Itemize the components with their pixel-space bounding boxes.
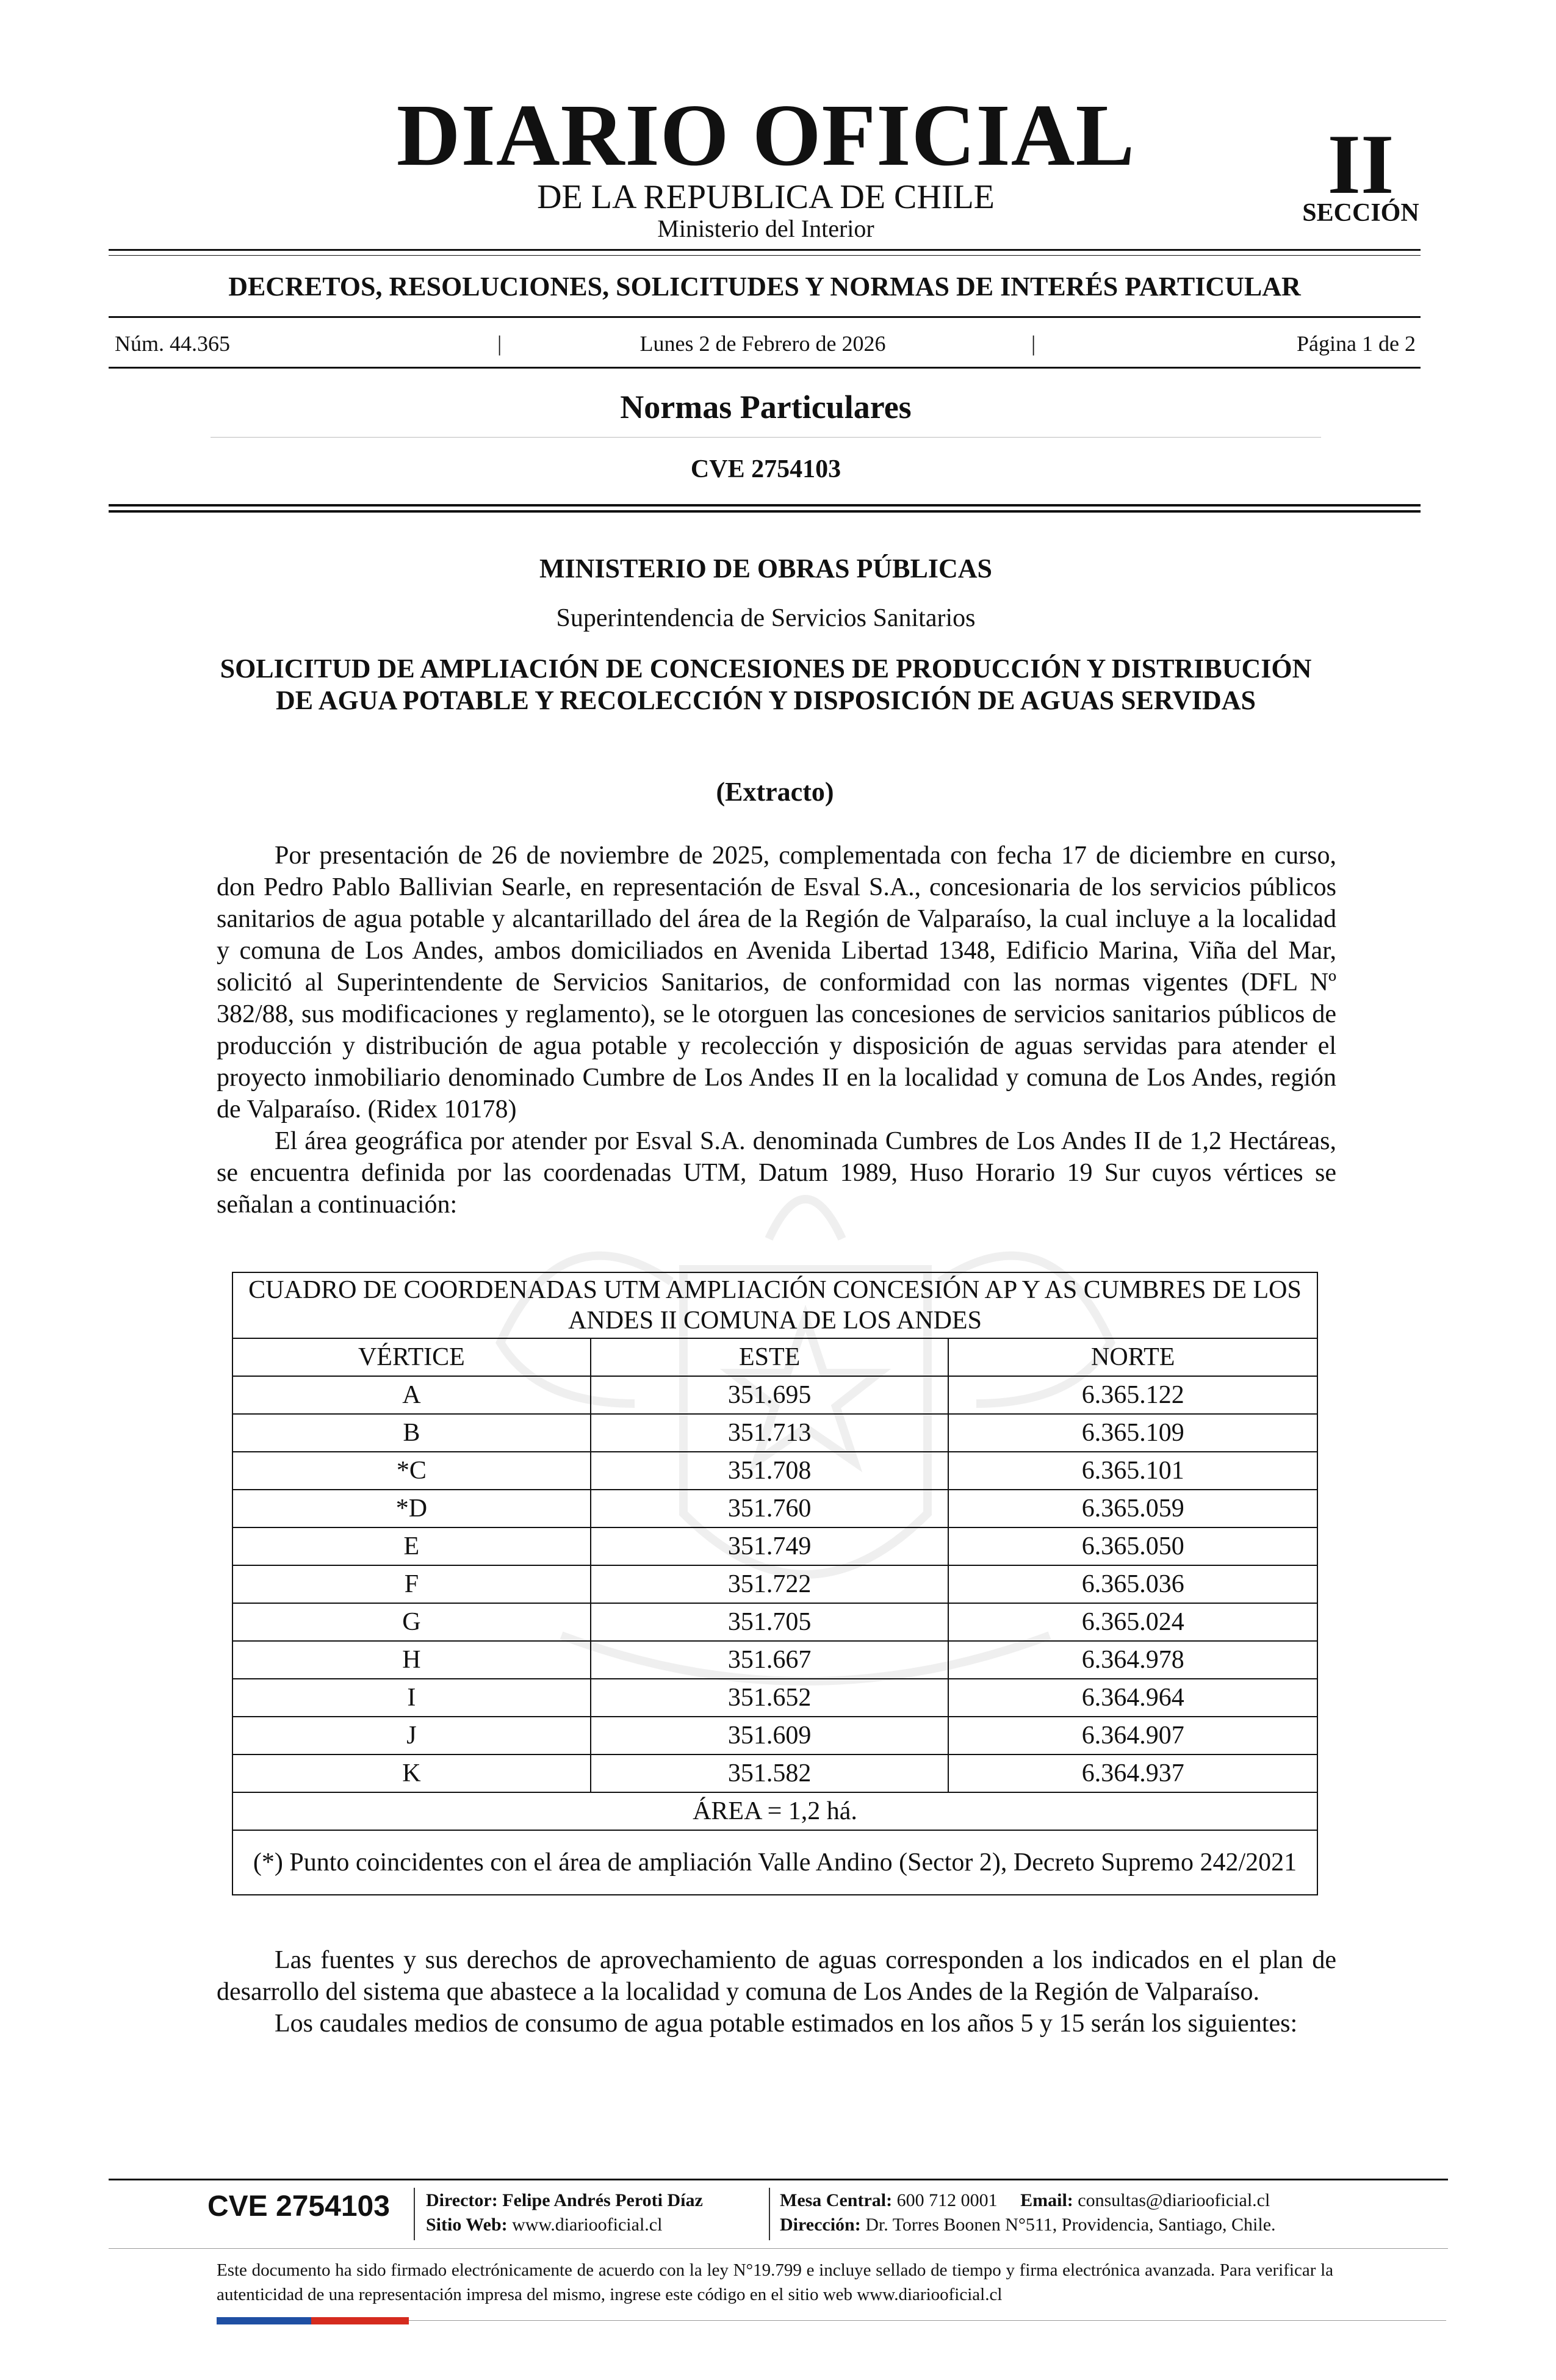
cell-norte: 6.364.907 (948, 1717, 1317, 1754)
footer-contact-block (780, 2188, 1390, 2237)
header-rule-bottom-1 (109, 504, 1421, 507)
masthead-rule-top (109, 249, 1421, 251)
cell-norte: 6.365.059 (948, 1490, 1317, 1527)
cell-norte: 6.365.024 (948, 1603, 1317, 1641)
phone-value: 600 712 0001 (896, 2190, 998, 2210)
article-paragraph: Por presentación de 26 de noviembre de 2025, complementada con fecha 17 de diciembre en curso, don Pedro Pablo Ballivian Searle, en representación de Esval S.A., concesionaria de los servicios públicos sanitarios de agua potable y alcantarillado del área de la Región de Valparaíso, la cual incluye a la localidad y comuna de Los Andes, ambos domiciliados en Avenida Libertad 1348, Edificio Marina, Viña del Mar, solicitó al Superintendente de Servicios Sanitarios, de conformidad con las normas vigentes (DFL Nº 382/88, sus modificaciones y reglamento), se le otorguen las concesiones de servicios sanitarios públicos de producción y distribución de agua potable y recolección y disposición de aguas servidas para atender el proyecto inmobiliario denominado Cumbre de Los Andes II en la localidad y comuna de Los Andes, región de Valparaíso. (Ridex 10178) (217, 842, 1336, 1123)
cell-este: 351.705 (591, 1603, 949, 1641)
masthead-title: DIARIO OFICIAL (396, 87, 1136, 184)
footer-rule-mid (109, 2248, 1448, 2249)
article-paragraph: Los caudales medios de consumo de agua potable estimados en los años 5 y 15 serán los siguientes: (275, 2010, 1298, 2038)
address-value: Dr. Torres Boonen N°511, Providencia, Santiago, Chile. (865, 2215, 1276, 2235)
footer-phone-line (780, 2188, 1390, 2213)
article-paragraph: El área geográfica por atender por Esval S.A. denominada Cumbres de Los Andes II de 1,2 Hectáreas, se encuentra definida por las coordenadas UTM, Datum 1989, Huso Horario 19 Sur cuyos vértices se señalan a continuación: (217, 1127, 1336, 1219)
director-name: Felipe Andrés Peroti Díaz (502, 2190, 703, 2210)
table-header-row (232, 1338, 1317, 1376)
cell-este: 351.749 (591, 1527, 949, 1565)
col-header-norte: NORTE (948, 1338, 1317, 1376)
issue-rule-bottom (109, 367, 1421, 369)
table-row (232, 1679, 1317, 1717)
cell-este: 351.695 (591, 1376, 949, 1414)
section-title: DECRETOS, RESOLUCIONES, SOLICITUDES Y NORMAS DE INTERÉS PARTICULAR (228, 272, 1301, 301)
email-link[interactable]: consultas@diariooficial.cl (1078, 2190, 1270, 2210)
cell-norte: 6.365.101 (948, 1452, 1317, 1490)
extract-label: (Extracto) (716, 777, 834, 807)
cell-este: 351.582 (591, 1754, 949, 1792)
table-note: (*) Punto coincidentes con el área de ampliación Valle Andino (Sector 2), Decreto Supremo 242/2021 (232, 1830, 1317, 1895)
cell-vertex: A (232, 1376, 591, 1414)
category-title: Normas Particulares (620, 389, 912, 425)
table-row (232, 1490, 1317, 1527)
table-row (232, 1717, 1317, 1754)
cell-vertex: G (232, 1603, 591, 1641)
cell-norte: 6.364.937 (948, 1754, 1317, 1792)
table-row (232, 1565, 1317, 1603)
flag-stripe-blue (217, 2317, 311, 2324)
issue-page: Página 1 de 2 (1297, 331, 1416, 356)
issue-separator-right: | (1031, 331, 1036, 356)
header-rule-bottom-2 (109, 510, 1421, 513)
article-body-top (217, 840, 1336, 1221)
col-header-vertex: VÉRTICE (232, 1338, 591, 1376)
cell-vertex: *D (232, 1490, 591, 1527)
table-row (232, 1527, 1317, 1565)
footer-divider-right (769, 2188, 770, 2240)
masthead-subtitle: DE LA REPUBLICA DE CHILE (537, 178, 995, 216)
footer-cve: CVE 2754103 (207, 2190, 390, 2223)
footer-rule-top (109, 2179, 1448, 2180)
cell-norte: 6.364.978 (948, 1641, 1317, 1679)
cve-heading: CVE 2754103 (690, 455, 841, 483)
phone-label: Mesa Central: (780, 2190, 893, 2210)
table-row (232, 1414, 1317, 1452)
footer-disclaimer: Este documento ha sido firmado electrónicamente de acuerdo con la ley N°19.799 e incluye sellado de tiempo y firma electrónica avanzada. Para verificar la autenticidad de una representación impresa del mismo, ingrese este código en el sitio web www.diariooficial.cl (217, 2260, 1333, 2304)
table-area: ÁREA = 1,2 há. (232, 1792, 1317, 1830)
cell-vertex: K (232, 1754, 591, 1792)
cell-este: 351.667 (591, 1641, 949, 1679)
table-row (232, 1641, 1317, 1679)
cell-vertex: J (232, 1717, 591, 1754)
cell-norte: 6.364.964 (948, 1679, 1317, 1717)
flag-stripe-red (311, 2317, 409, 2324)
footer-site-line (426, 2213, 774, 2237)
footer-divider-left (414, 2188, 415, 2240)
issue-rule-top (109, 316, 1421, 318)
cell-vertex: E (232, 1527, 591, 1565)
article-body-bottom (217, 1944, 1336, 2039)
site-link[interactable]: www.diariooficial.cl (512, 2215, 663, 2235)
masthead-rule-top-thin (109, 255, 1421, 256)
cell-este: 351.609 (591, 1717, 949, 1754)
cell-vertex: I (232, 1679, 591, 1717)
cell-vertex: *C (232, 1452, 591, 1490)
table-row (232, 1452, 1317, 1490)
coordinates-table (232, 1272, 1318, 1895)
address-label: Dirección: (780, 2215, 861, 2235)
director-label: Director: (426, 2190, 498, 2210)
footer-rule-bottom (409, 2320, 1446, 2321)
site-label: Sitio Web: (426, 2215, 508, 2235)
section-number: II (1327, 117, 1394, 212)
cell-vertex: H (232, 1641, 591, 1679)
footer-address-line (780, 2213, 1390, 2237)
cell-este: 351.652 (591, 1679, 949, 1717)
email-label: Email: (1020, 2190, 1073, 2210)
article-agency: Superintendencia de Servicios Sanitarios (556, 604, 976, 632)
article-paragraph: Las fuentes y sus derechos de aprovechamiento de aguas corresponden a los indicados en el plan de desarrollo del sistema que abastece a la localidad y comuna de Los Andes de la Región de Valparaíso. (217, 1946, 1336, 2006)
footer-director-line (426, 2188, 774, 2213)
table-title: CUADRO DE COORDENADAS UTM AMPLIACIÓN CONCESIÓN AP Y AS CUMBRES DE LOS ANDES II COMUNA DE LOS ANDES (232, 1272, 1317, 1338)
cell-este: 351.713 (591, 1414, 949, 1452)
section-label: SECCIÓN (1302, 199, 1419, 227)
cell-norte: 6.365.036 (948, 1565, 1317, 1603)
cell-este: 351.760 (591, 1490, 949, 1527)
table-row (232, 1376, 1317, 1414)
issue-number: Núm. 44.365 (115, 331, 230, 356)
article-title: SOLICITUD DE AMPLIACIÓN DE CONCESIONES DE PRODUCCIÓN Y DISTRIBUCIÓN DE AGUA POTABLE Y RECOLECCIÓN Y DISPOSICIÓN DE AGUAS SERVIDAS (220, 654, 1312, 715)
issue-date: Lunes 2 de Febrero de 2026 (639, 331, 886, 356)
cell-norte: 6.365.109 (948, 1414, 1317, 1452)
cell-norte: 6.365.122 (948, 1376, 1317, 1414)
cell-vertex: F (232, 1565, 591, 1603)
cell-vertex: B (232, 1414, 591, 1452)
issue-separator-left: | (497, 331, 502, 356)
cell-este: 351.708 (591, 1452, 949, 1490)
table-row (232, 1754, 1317, 1792)
cell-este: 351.722 (591, 1565, 949, 1603)
masthead-ministry: Ministerio del Interior (657, 215, 874, 242)
col-header-este: ESTE (591, 1338, 949, 1376)
cell-norte: 6.365.050 (948, 1527, 1317, 1565)
category-rule (211, 437, 1321, 438)
article-ministry: MINISTERIO DE OBRAS PÚBLICAS (539, 554, 993, 583)
table-row (232, 1603, 1317, 1641)
footer-director-block (426, 2188, 774, 2237)
